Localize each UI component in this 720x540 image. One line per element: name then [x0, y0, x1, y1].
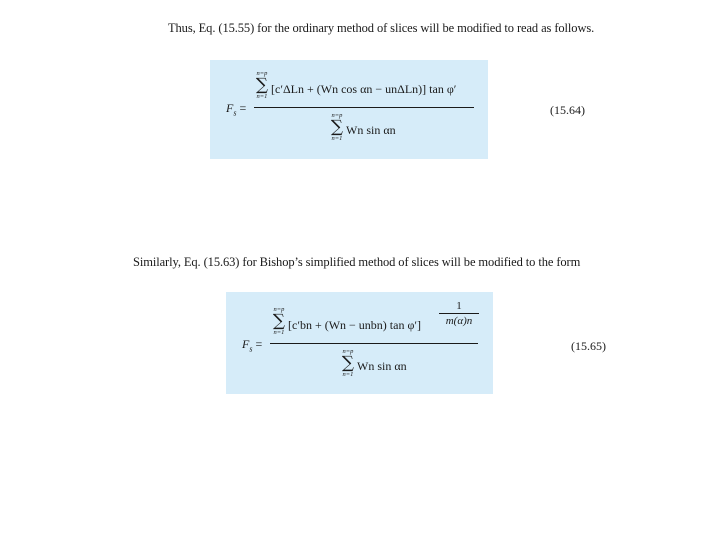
sum-upper-limit: n=p	[256, 70, 268, 77]
equation-denominator: Wn sin αn	[357, 359, 407, 373]
numerator-summation	[255, 70, 269, 100]
denominator-summation: n=p ∑ n=1	[330, 112, 344, 142]
paragraph-bishop: Similarly, Eq. (15.63) for Bishop’s simplified method of slices will be modified to the form	[133, 255, 581, 269]
reciprocal-factor	[439, 300, 479, 327]
equation-box-15-65	[226, 292, 493, 394]
equation-box-15-64	[210, 60, 488, 159]
fraction-bar	[270, 343, 478, 344]
factor-denominator: m(α)n	[445, 315, 473, 327]
equation-numerator: [c′bn + (Wn − unbn) tan φ′]	[288, 318, 422, 332]
equation-number-15-64: (15.64)	[550, 103, 585, 117]
equation-denominator: Wn sin αn	[346, 123, 396, 137]
paragraph-intro: Thus, Eq. (15.55) for the ordinary method of slices will be modified to read as follows.	[168, 21, 595, 35]
factor-numerator: 1	[456, 300, 462, 312]
sigma-symbol: ∑	[255, 75, 269, 95]
equation-lhs: $F_s$ =	[226, 101, 247, 118]
sum-lower-limit: n=1	[256, 93, 268, 100]
equation-lhs: $F_s$ =	[242, 337, 263, 354]
fraction-bar	[254, 107, 474, 108]
equation-number-15-65: (15.65)	[571, 339, 606, 353]
denominator-summation: n=p ∑ n=1	[341, 348, 355, 378]
numerator-summation: n=p ∑ n=1	[272, 306, 286, 336]
equation-numerator: [c′ΔLn + (Wn cos αn − unΔLn)] tan φ′	[271, 82, 457, 96]
